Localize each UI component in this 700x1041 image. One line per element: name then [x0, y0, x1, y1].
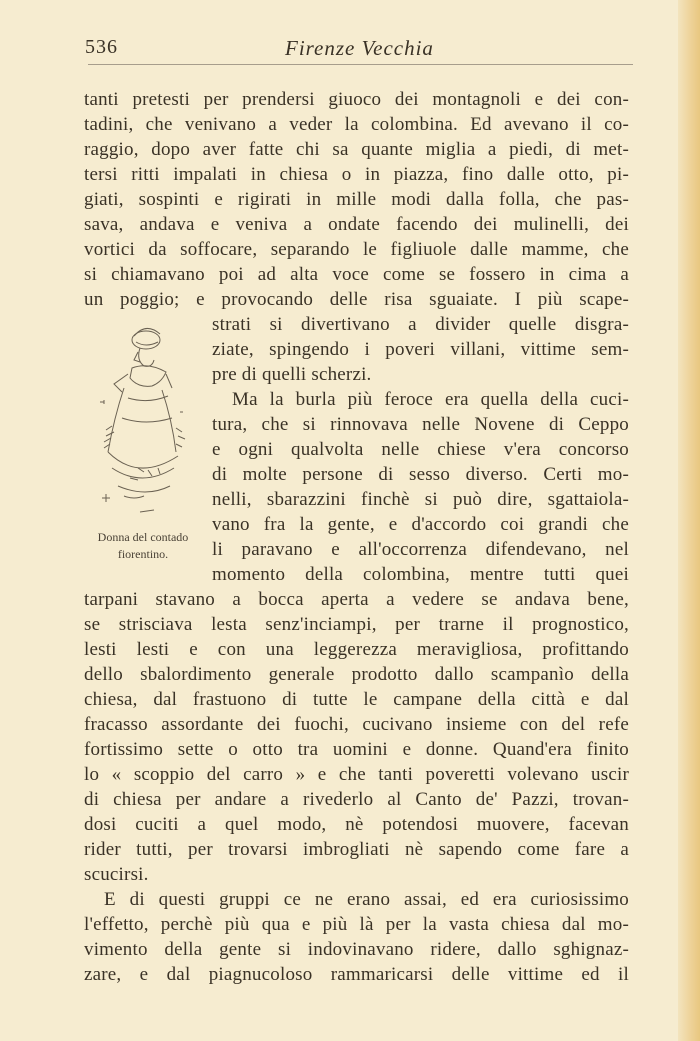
figure: [78, 318, 208, 561]
woman-illustration: [78, 318, 208, 523]
text-line: rider tutti, per trovarsi imbrogliati nè sapendo come fare a: [84, 839, 629, 860]
text-line: di molte persone di sesso diverso. Certi mo-: [212, 464, 629, 485]
text-line: scucirsi.: [84, 864, 149, 885]
text-line: pre di quelli scherzi.: [212, 364, 372, 385]
text-line: fortissimo sette o otto tra uomini e donne. Quand'era finito: [84, 739, 629, 760]
text-line: si chiamavano poi ad alta voce come se fossero in cima a: [84, 264, 629, 285]
text-line: chiesa, dal frastuono di tutte le campane della città e dal: [84, 689, 629, 710]
text-line: li paravano e all'occorrenza difendevano, nel: [212, 539, 629, 560]
text-line: raggio, dopo aver fatte chi sa quante miglia a piedi, di met-: [84, 139, 629, 160]
page-number: 536: [85, 36, 118, 58]
text-line: dosi cuciti a quel modo, nè potendosi muovere, facevan: [84, 814, 629, 835]
text-line: zare, e dal piagnucoloso rammaricarsi delle vittime ed il: [84, 964, 629, 985]
text-line: tanti pretesti per prendersi giuoco dei montagnoli e dei con-: [84, 89, 629, 110]
text-line: strati si divertivano a divider quelle disgra-: [212, 314, 629, 335]
page-header: [85, 36, 630, 66]
text-line: vortici da soffocare, separando le figliuole dalle mamme, che: [84, 239, 629, 260]
header-rule: [88, 64, 633, 65]
text-line: vano fra la gente, e d'accordo coi grandi che: [212, 514, 629, 535]
text-line: ziate, spingendo i poveri villani, vittime sem-: [212, 339, 629, 360]
caption-line-1: Donna del contado: [97, 530, 189, 544]
text-line: e ogni qualvolta nelle chiese v'era concorso: [212, 439, 629, 460]
page-edge: [678, 0, 700, 1041]
text-line: fracasso assordante dei fuochi, cucivano insieme con del refe: [84, 714, 629, 735]
text-line: tarpani stavano a bocca aperta a vedere se andava bene,: [84, 589, 629, 610]
text-line: momento della colombina, mentre tutti quei: [212, 564, 629, 585]
text-line: Ma la burla più feroce era quella della cuci-: [232, 389, 629, 410]
text-line: dello sbalordimento generale prodotto dallo scampanìo della: [84, 664, 629, 685]
text-line: l'effetto, perchè più qua e più là per la vasta chiesa dal mo-: [84, 914, 629, 935]
text-line: sava, andava e veniva a ondate facendo dei mulinelli, dei: [84, 214, 629, 235]
text-line: tersi ritti impalati in chiesa o in piazza, fino dalle otto, pi-: [84, 164, 629, 185]
text-line: se strisciava lesta senz'inciampi, per trarne il prognostico,: [84, 614, 629, 635]
text-line: vimento della gente si indovinavano ridere, dallo sghignaz-: [84, 939, 629, 960]
text-line: E di questi gruppi ce ne erano assai, ed era curiosissimo: [104, 889, 629, 910]
text-line: giati, sospinti e rigirati in mille modi dalla folla, che pas-: [84, 189, 629, 210]
text-line: lesti lesti e con una leggerezza meravigliosa, profittando: [84, 639, 629, 660]
caption-line-2: fiorentino.: [117, 547, 169, 561]
text-line: tura, che si rinnovava nelle Novene di Ceppo: [212, 414, 629, 435]
text-line: tadini, che venivano a veder la colombina. Ed avevano il co-: [84, 114, 629, 135]
text-line: nelli, sbarazzini finchè si può dire, sgattaiola-: [212, 489, 629, 510]
running-title: Firenze Vecchia: [285, 36, 434, 60]
figure-caption: [78, 529, 208, 563]
text-line: lo « scoppio del carro » e che tanti poveretti volevano uscir: [84, 764, 629, 785]
text-line: di chiesa per andare a rivederlo al Canto de' Pazzi, trovan-: [84, 789, 629, 810]
text-line: un poggio; e provocando delle risa sguaiate. I più scape-: [84, 289, 629, 310]
